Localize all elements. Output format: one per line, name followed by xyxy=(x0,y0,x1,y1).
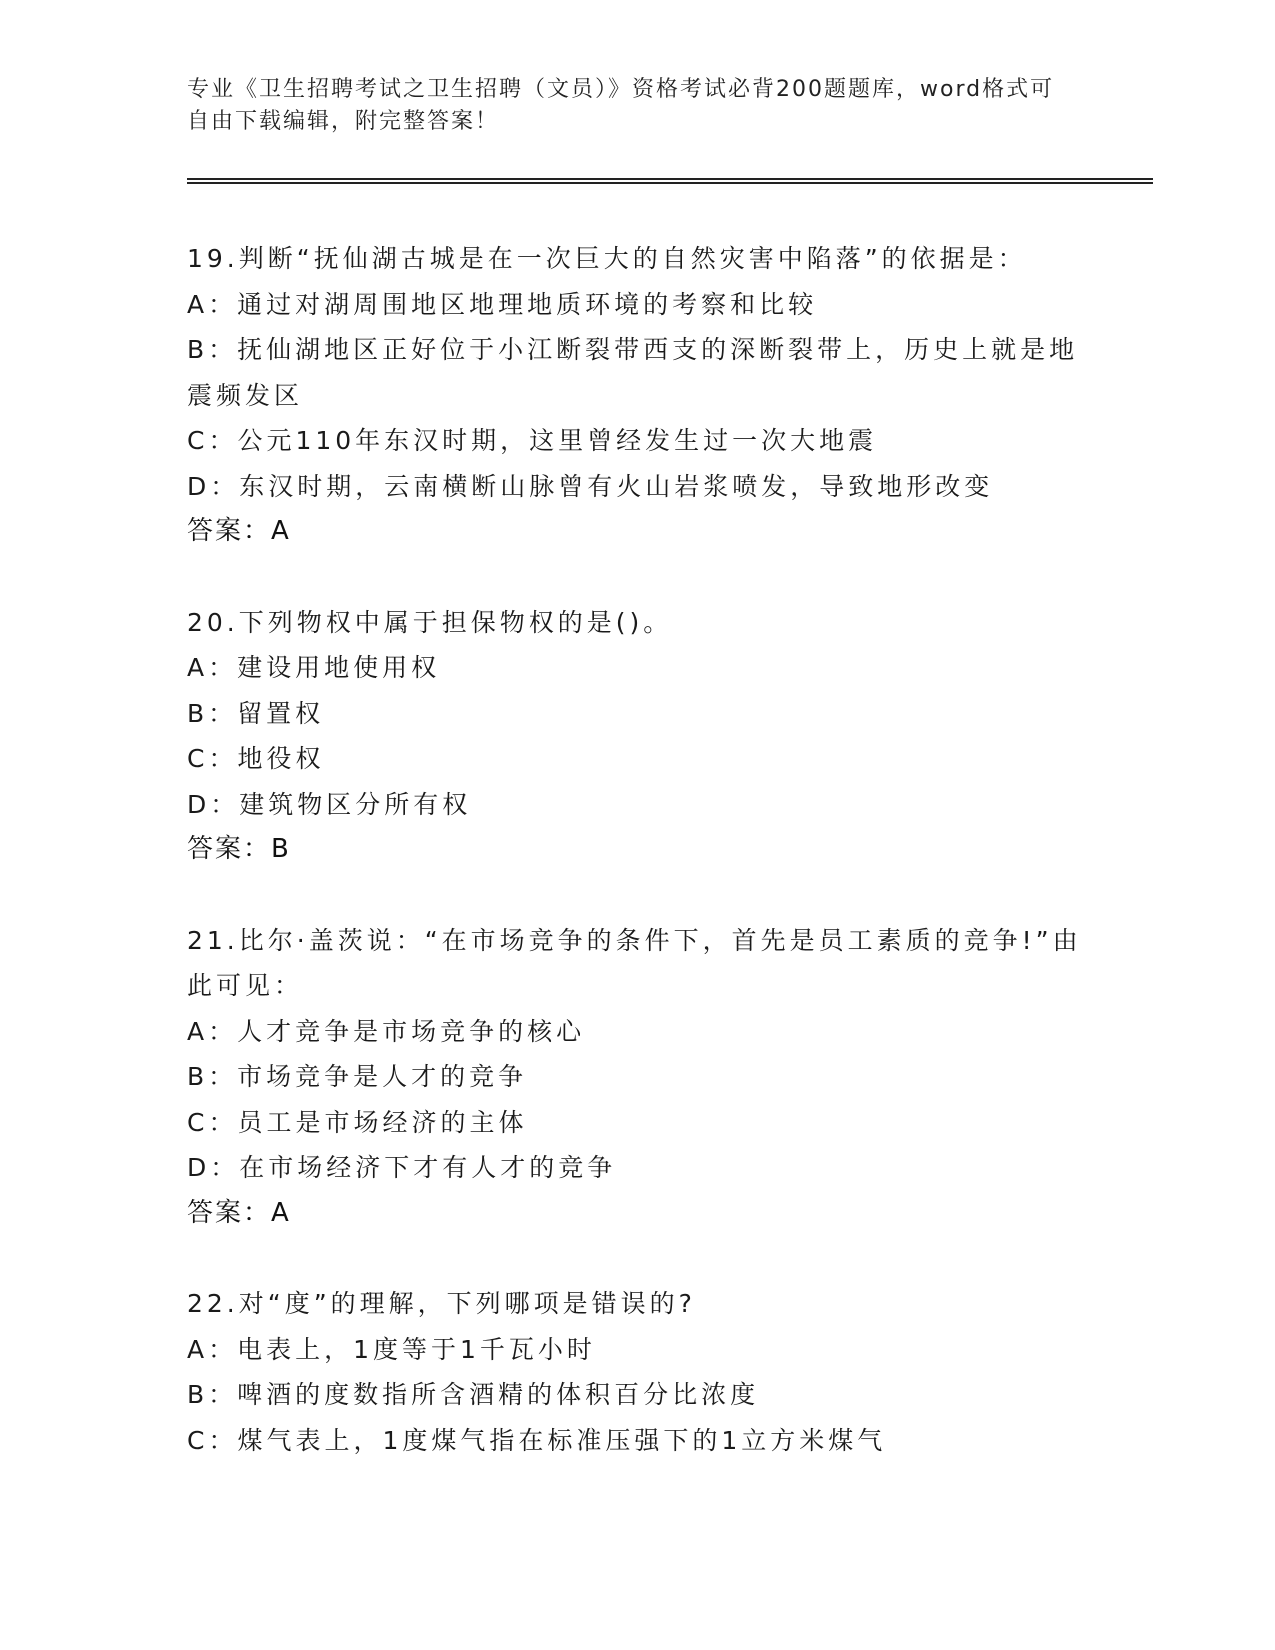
option-b: B：留置权 xyxy=(187,698,325,728)
document-header xyxy=(187,74,1067,138)
question-19 xyxy=(187,236,1087,555)
answer: 答案：A xyxy=(187,516,291,546)
option-d: D：东汉时期，云南横断山脉曾有火山岩浆喷发，导致地形改变 xyxy=(187,471,994,501)
option-d: D：建筑物区分所有权 xyxy=(187,789,472,819)
option-b: B：市场竞争是人才的竞争 xyxy=(187,1062,528,1091)
option-c: C：地役权 xyxy=(187,744,325,773)
option-c: C：煤气表上，1度煤气指在标准压强下的1立方米煤气 xyxy=(187,1425,887,1455)
option-a: A：通过对湖周围地区地理地质环境的考察和比较 xyxy=(187,289,818,319)
answer: 答案：A xyxy=(187,1197,291,1228)
question-20 xyxy=(187,600,1087,873)
question-22 xyxy=(187,1281,1087,1463)
question-list xyxy=(187,236,1087,1508)
header-divider xyxy=(187,178,1153,184)
question-stem: 21.比尔·盖茨说：“在市场竞争的条件下，首先是员工素质的竞争!”由此可见： xyxy=(187,925,1082,1000)
option-c: C：公元110年东汉时期，这里曾经发生过一次大地震 xyxy=(187,426,878,455)
option-a: A：人才竞争是市场竞争的核心 xyxy=(187,1016,586,1046)
option-d: D：在市场经济下才有人才的竞争 xyxy=(187,1153,617,1182)
option-c: C：员工是市场经济的主体 xyxy=(187,1107,528,1137)
answer: 答案：B xyxy=(187,834,291,864)
header-text: 专业《卫生招聘考试之卫生招聘（文员）》资格考试必背200题题库，word格式可自由下载编辑，附完整答案！ xyxy=(187,77,1055,134)
option-a: A：电表上，1度等于1千瓦小时 xyxy=(187,1334,596,1364)
option-b: B：抚仙湖地区正好位于小江断裂带西支的深断裂带上，历史上就是地震频发区 xyxy=(187,335,1079,410)
question-stem: 22.对“度”的理解，下列哪项是错误的? xyxy=(187,1289,696,1318)
option-a: A：建设用地使用权 xyxy=(187,653,441,682)
question-stem: 19.判断“抚仙湖古城是在一次巨大的自然灾害中陷落”的依据是： xyxy=(187,244,1027,273)
question-21 xyxy=(187,918,1087,1237)
question-stem: 20.下列物权中属于担保物权的是()。 xyxy=(187,607,673,637)
option-b: B：啤酒的度数指所含酒精的体积百分比浓度 xyxy=(187,1380,760,1409)
